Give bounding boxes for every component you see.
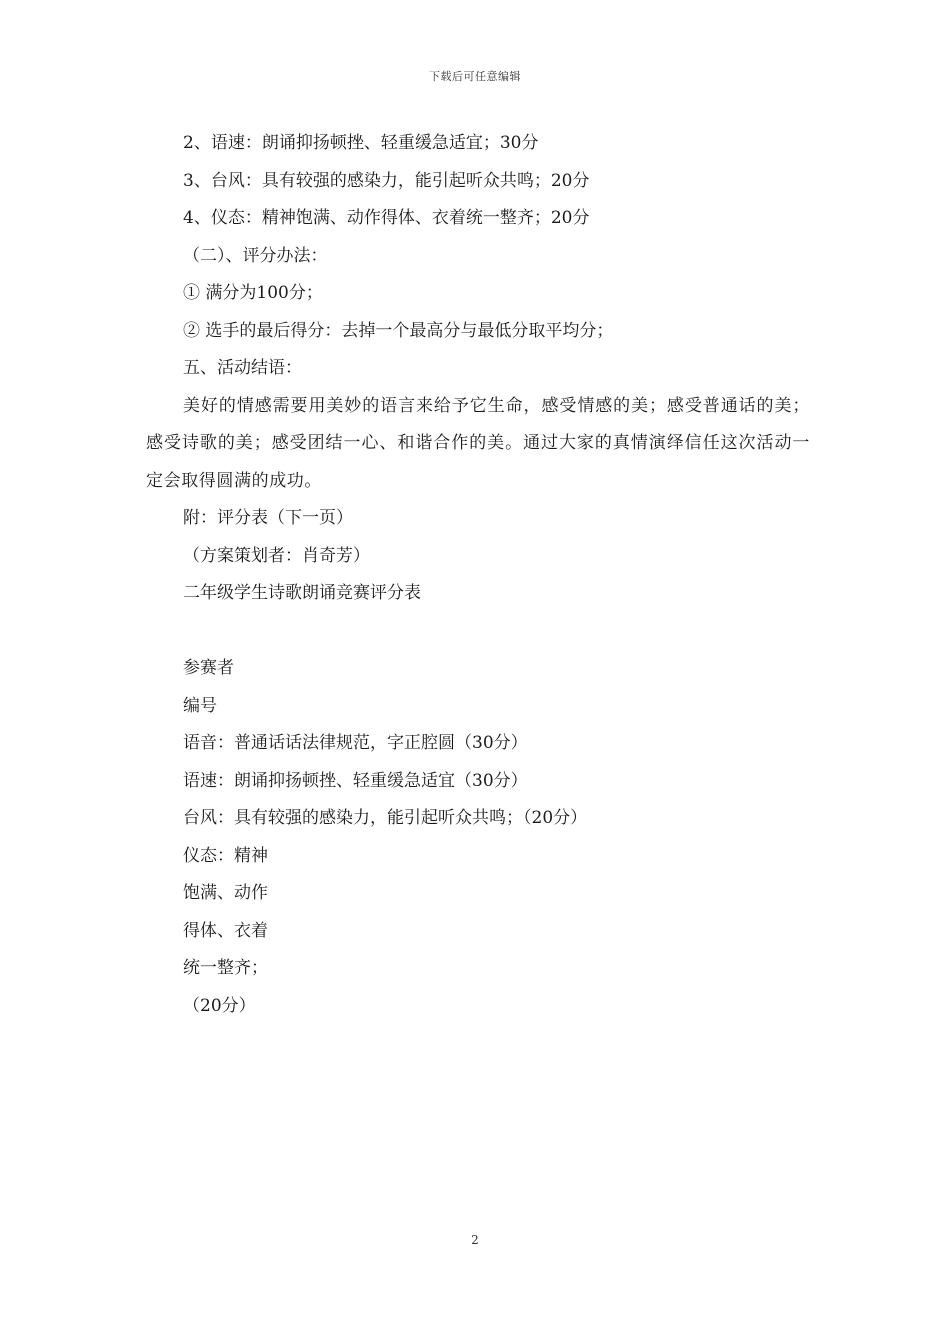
score-table-participant: 参赛者: [183, 658, 234, 678]
appendix-note: 附：评分表（下一页）: [183, 508, 353, 528]
score-table-speed: 语速：朗诵抑扬顿挫、轻重缓急适宜（30分）: [183, 770, 528, 791]
closing-heading: 五、活动结语：: [183, 358, 302, 378]
scoring-item-full-score: ① 满分为100分；: [183, 283, 323, 303]
score-table-number: 编号: [183, 695, 217, 716]
planner-credit: （方案策划者：肖奇芳）: [183, 545, 370, 566]
score-table-pronunciation: 语音：普通话话法律规范，字正腔圆（30分）: [183, 733, 528, 753]
scoring-item-final-score: ② 选手的最后得分：去掉一个最高分与最低分取平均分；: [183, 320, 614, 341]
score-table-demeanor-line: 饱满、动作: [183, 883, 268, 903]
score-table-demeanor-points: （20分）: [183, 995, 256, 1016]
criterion-demeanor: 4、仪态：精神饱满、动作得体、衣着统一整齐；20分: [183, 208, 590, 228]
scoring-heading: （二）、评分办法：: [183, 245, 328, 266]
closing-paragraph: 美好的情感需要用美妙的语言来给予它生命，感受情感的美；感受普通话的美；感受诗歌的美；感受团结一心、和谐合作的美。通过大家的真情演绎信任这次活动一定会取得圆满的成功。: [146, 395, 810, 491]
score-table-demeanor-line: 统一整齐；: [183, 958, 268, 978]
document-body: [146, 125, 810, 1025]
criterion-speed: 2、语速：朗诵抑扬顿挫、轻重缓急适宜；30分: [183, 133, 539, 153]
criterion-stage-presence: 3、台风：具有较强的感染力，能引起听众共鸣；20分: [183, 170, 590, 191]
blank-line: [146, 613, 810, 651]
score-table-demeanor-line: 得体、衣着: [183, 920, 268, 941]
page-header: 下载后可任意编辑: [429, 70, 521, 83]
score-table-title: 二年级学生诗歌朗诵竞赛评分表: [183, 583, 421, 603]
score-table-stage-presence: 台风：具有较强的感染力，能引起听众共鸣；（20分）: [183, 808, 588, 828]
page-number: 2: [471, 1233, 479, 1247]
score-table-demeanor-line: 仪态：精神: [183, 845, 268, 866]
